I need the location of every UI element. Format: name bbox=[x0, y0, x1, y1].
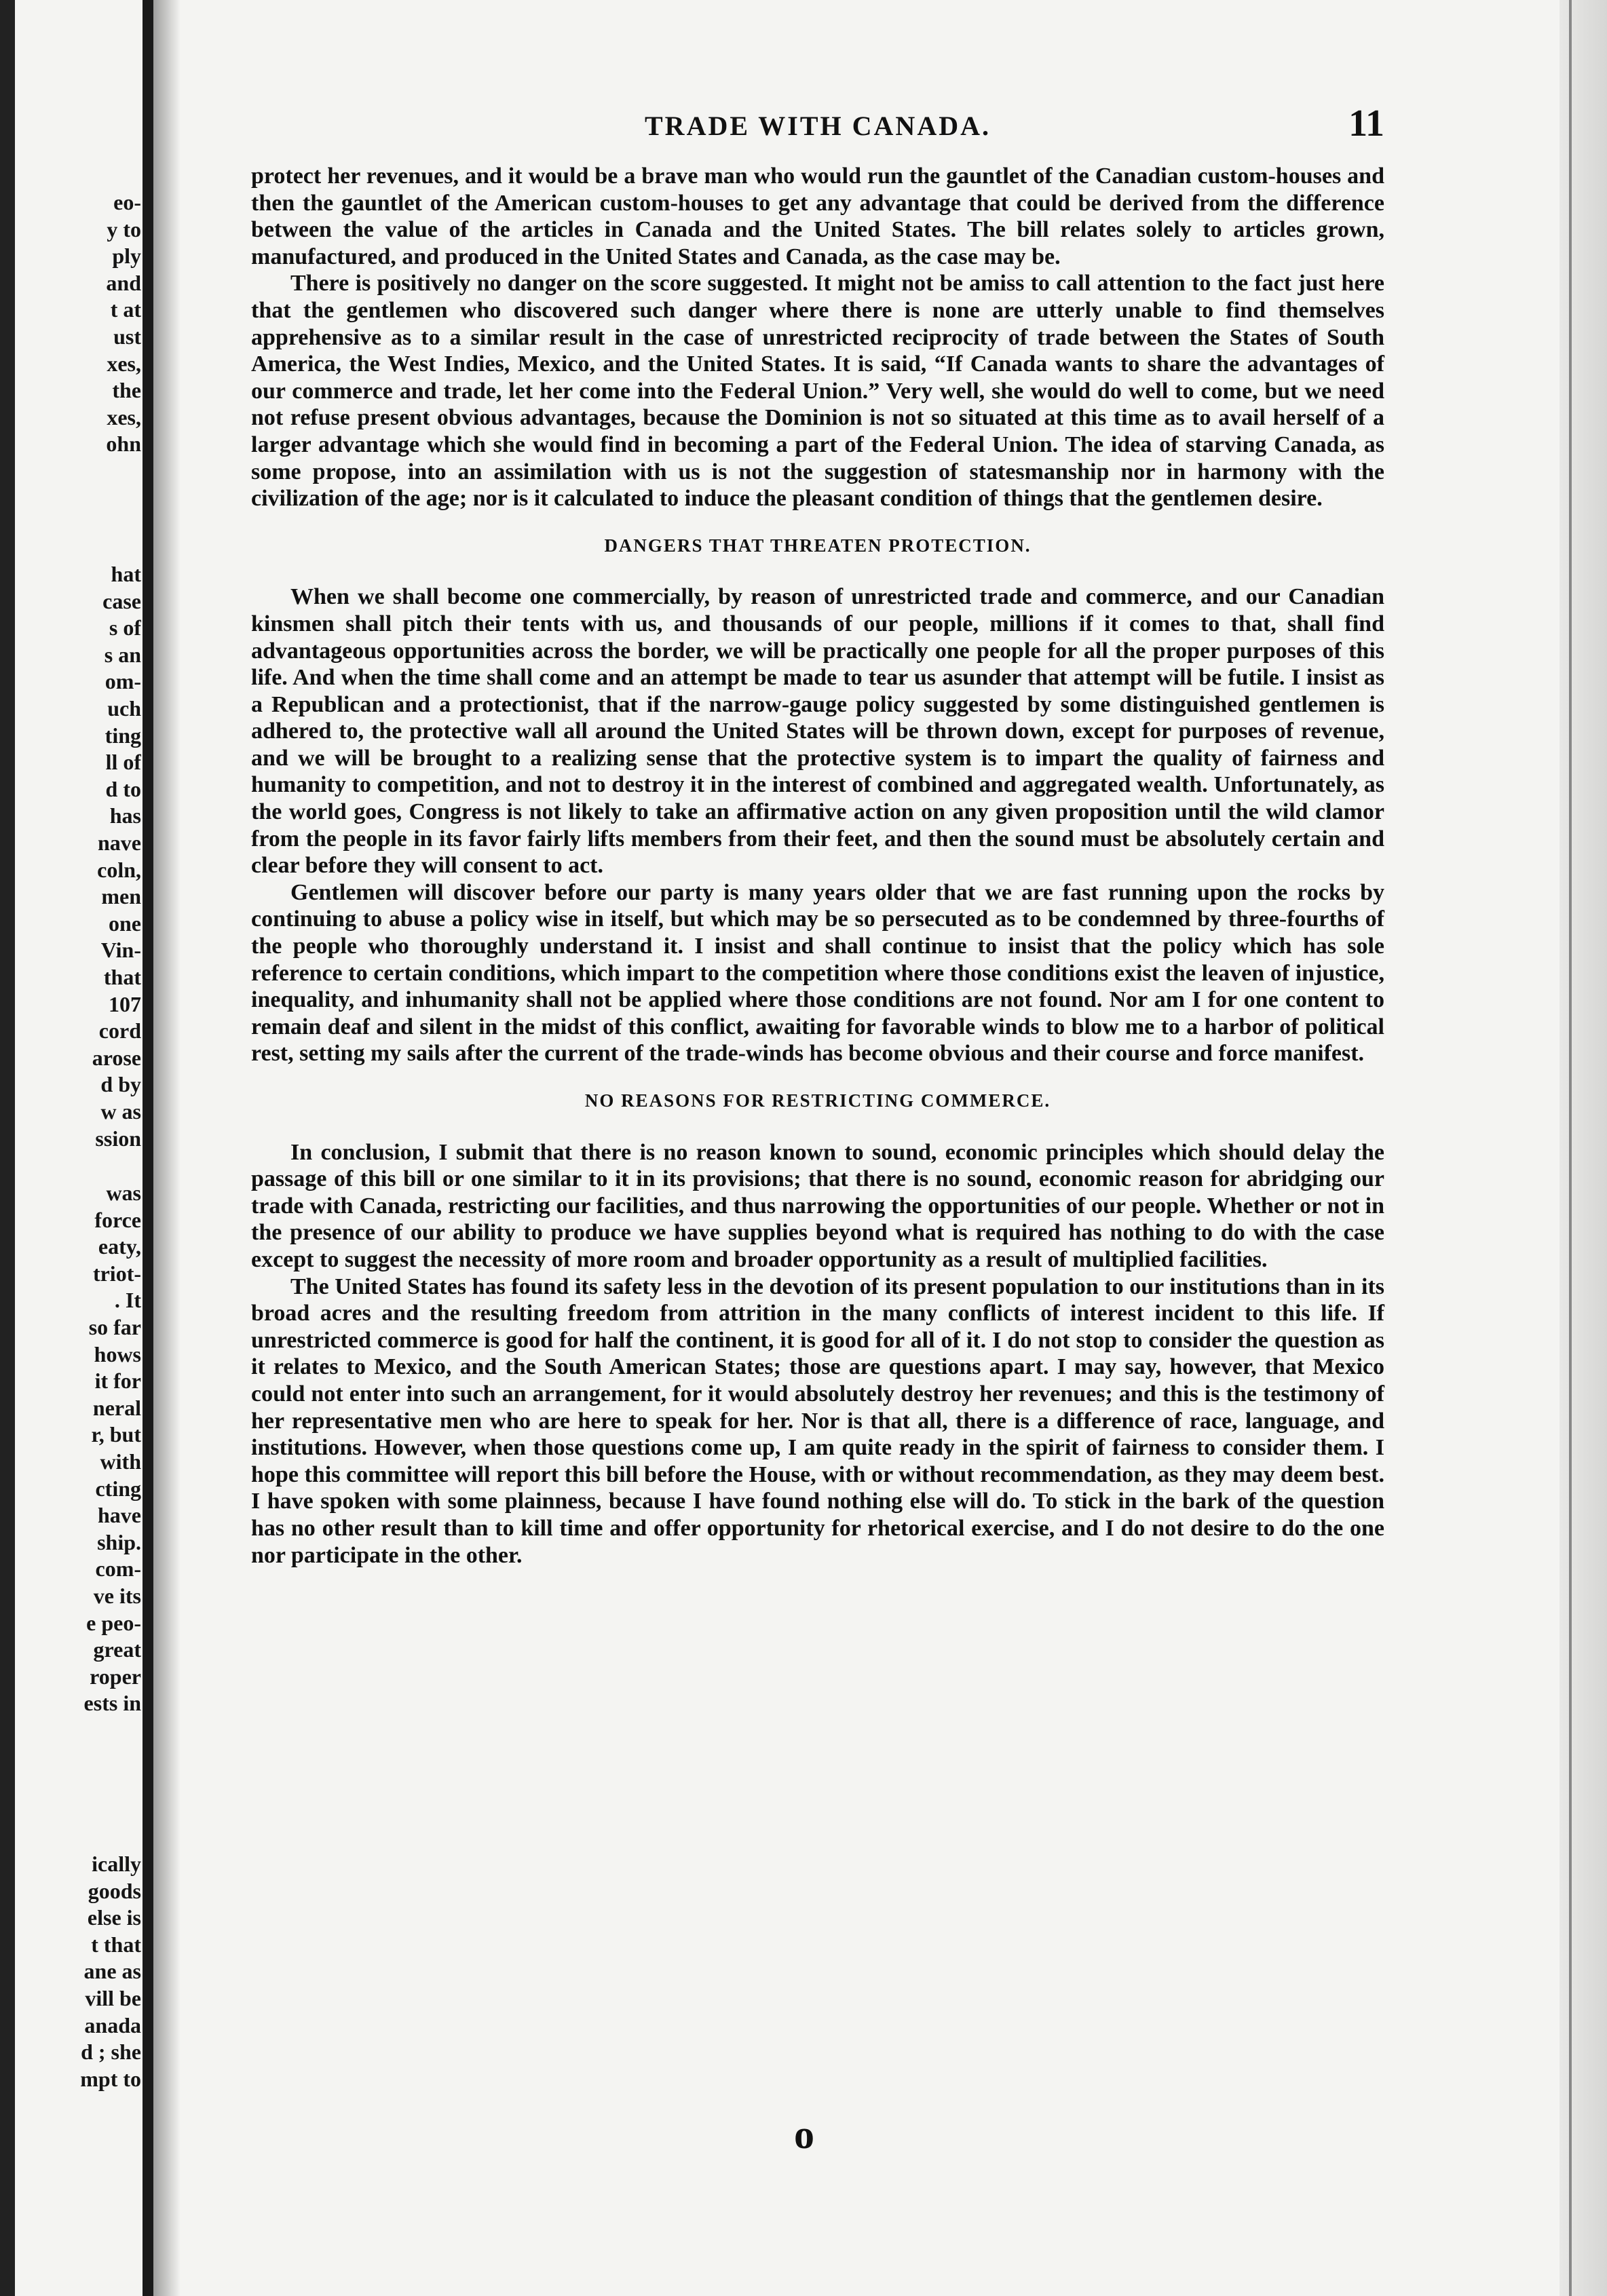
running-head bbox=[251, 102, 1384, 156]
fragment-line: ve its bbox=[93, 1584, 141, 1608]
fragment-line: ll of bbox=[105, 750, 141, 775]
fragment-line: ting bbox=[105, 723, 141, 748]
fragment-line: it for bbox=[94, 1369, 141, 1394]
fragment-line: t at bbox=[110, 297, 141, 322]
fragment-line: t that bbox=[91, 1932, 141, 1957]
fragment-line: d to bbox=[105, 776, 141, 801]
fragment-line: ust bbox=[113, 324, 141, 349]
fragment-line: one bbox=[109, 911, 141, 936]
fragment-line: hat bbox=[111, 562, 141, 586]
fragment-line: r, but bbox=[91, 1422, 141, 1447]
fragment-line: case bbox=[102, 588, 141, 613]
fragment-line: ically bbox=[92, 1852, 141, 1876]
paragraph: Gentlemen will discover before our party is many years older that we are fast running upon the rocks by continuing to abuse a policy wise in itself, but which may be so persecuted as to be condemned by three-fourths of the people who thoroughly understand it. I insist and shall continue to insist that the policy which has sole reference to certain conditions, which impart to the competition where those conditions exist the leaven of injustice, inequality, and inhumanity shall not be applied where those conditions are not found. Nor am I for one content to remain deaf and silent in the midst of this conflict, awaiting for favorable winds to blow me to a harbor of political rest, setting my sails after the current of the trade-winds has become obvious and their course and force manifest. bbox=[251, 879, 1384, 1067]
end-ornament: o bbox=[794, 2112, 814, 2157]
scan-right-line bbox=[1569, 0, 1572, 2296]
fragment-line: eaty, bbox=[98, 1234, 141, 1259]
fragment-line: ohn bbox=[106, 432, 141, 457]
fragment-line: . It bbox=[114, 1288, 141, 1313]
fragment-line: cting bbox=[95, 1476, 141, 1501]
fragment-line: hows bbox=[94, 1341, 141, 1366]
fragment-line: nave bbox=[98, 830, 141, 855]
fragment-line: s an bbox=[104, 642, 141, 667]
fragment-line: d by bbox=[100, 1072, 141, 1097]
body-text bbox=[251, 163, 1384, 1569]
fragment-line: s of bbox=[109, 615, 141, 640]
fragment-line: ply bbox=[112, 244, 141, 269]
section-heading: DANGERS THAT THREATEN PROTECTION. bbox=[604, 535, 1032, 556]
fragment-line: e peo- bbox=[86, 1610, 141, 1635]
fragment-line: coln, bbox=[97, 857, 141, 882]
fragment-line: xes, bbox=[107, 351, 141, 376]
fragment-line: else is bbox=[87, 1905, 141, 1930]
running-title: TRADE WITH CANADA. bbox=[645, 111, 991, 141]
fragment-line: y to bbox=[107, 216, 141, 242]
fragment-line: force bbox=[94, 1207, 141, 1232]
fragment-line: men bbox=[101, 884, 141, 909]
fragment-line: great bbox=[93, 1637, 141, 1662]
fragment-line: with bbox=[100, 1449, 141, 1474]
fragment-line: so far bbox=[88, 1315, 141, 1339]
fragment-line: was bbox=[106, 1181, 141, 1205]
fragment-line: vill be bbox=[85, 1986, 141, 2010]
fragment-line: com- bbox=[95, 1556, 141, 1582]
paragraph: When we shall become one commercially, by reason of unrestricted trade and commerce, and our Canadian kinsmen shall pitch their tents with us, and thousands of our people, millions if it comes to that, shall find advantageous opportunities across the border, we will be practically one people for all the proper purposes of this life. And when the time shall come and an attempt be made to tear us asunder that attempt will be futile. I insist as a Republican and a protectionist, that if the narrow-gauge policy suggested by some distinguished gentlemen is adhered to, the protective wall all around the United States will be thrown down, except for purposes of revenue, and we will be brought to a realizing sense that the protective system is to impart the quality of fairness and humanity to competition, and not to destroy it in the interest of combined and aggregated wealth. Unfortunately, as the world goes, Congress is not likely to take an affirmative action on any given proposition until the wild clamor from the people in its favor fairly lifts members from their feet, and then the sound must be absolutely certain and clear before they will consent to act. bbox=[251, 584, 1384, 879]
fragment-line: cord bbox=[98, 1018, 141, 1044]
scan-right-edge bbox=[1559, 0, 1607, 2296]
gutter-shadow bbox=[153, 0, 181, 2296]
fragment-line: 107 bbox=[109, 991, 141, 1016]
fragment-line: the bbox=[112, 378, 141, 403]
paragraph: In conclusion, I submit that there is no reason known to sound, economic principles which should delay the passage of this bill or one similar to it in its provisions; that there is no sound, economic reason for abridging our trade with Canada, restricting our facilities, and thus narrowing the opportunities of our people. Whether or not in the presence of our ability to produce we have supplies beyond what is required has nothing to do with the case except to suggest the necessity of more room and broader opportunity as a result of multiplied facilities. bbox=[251, 1139, 1384, 1272]
fragment-line: om- bbox=[105, 669, 141, 694]
fragment-line: triot- bbox=[92, 1261, 141, 1286]
paragraph: There is positively no danger on the score suggested. It might not be amiss to call attention to the fact just here that the gentlemen who discovered such danger where there is none are utterly unable to find themselves apprehensive as to a similar result in the case of unrestricted reciprocity of trade between the States of South America, the West Indies, Mexico, and the United States. It is said, “If Canada wants to share the advantages of our commerce and trade, let her come into the Federal Union.” Very well, she would do well to come, but we need not refuse present obvious advantages, because the Dominion is not so situated at this time as to avail herself of a larger advantage which she would find in becoming a part of the Federal Union. The idea of starving Canada, as some propose, into an assimilation with us is not the suggestion of statesmanship nor in harmony with the civilization of the age; nor is it calculated to induce the pleasant condition of things that the gentlemen desire. bbox=[251, 271, 1384, 512]
fragment-line: ssion bbox=[95, 1126, 141, 1151]
fragment-line: d ; she bbox=[81, 2040, 141, 2065]
fragment-line: anada bbox=[84, 2012, 141, 2037]
fragment-line: xes, bbox=[107, 404, 141, 429]
fragment-line: goods bbox=[88, 1878, 141, 1903]
page-number: 11 bbox=[1348, 102, 1384, 145]
fragment-line: roper bbox=[90, 1664, 141, 1689]
fragment-line: ship. bbox=[97, 1529, 141, 1554]
fragment-line: has bbox=[109, 803, 141, 828]
fragment-line: mpt to bbox=[80, 2066, 141, 2091]
fragment-line: that bbox=[103, 965, 141, 989]
scan-gutter bbox=[143, 0, 153, 2296]
fragment-line: have bbox=[98, 1503, 141, 1528]
fragment-line: and bbox=[106, 270, 141, 295]
fragment-line: neral bbox=[92, 1395, 141, 1420]
fragment-line: Vin- bbox=[100, 938, 141, 963]
previous-page-fragment bbox=[16, 0, 141, 2296]
section-heading: NO REASONS FOR RESTRICTING COMMERCE. bbox=[584, 1090, 1051, 1111]
scan-left-edge bbox=[0, 0, 15, 2296]
fragment-line: uch bbox=[107, 696, 141, 721]
paragraph: The United States has found its safety less in the devotion of its present population to our institutions than in its broad acres and the resulting freedom from attrition in the many conflicts of interest incident to this life. If unrestricted commerce is good for half the continent, it is good for all of it. I do not stop to consider the question as it relates to Mexico, and the South American States; those are questions apart. I may say, however, that Mexico could not enter into such an arrangement, for it would absolutely destroy her revenues; and this is the testimony of her representative men who are here to speak for her. Nor is that all, there is a difference of race, language, and institutions. However, when those questions come up, I am quite ready in the spirit of fairness to consider them. I hope this committee will report this bill before the House, with or without recommendation, as they may deem best. I have spoken with some plainness, because I have found nothing else will do. To stick in the bark of the question has no other result than to kill time and offer opportunity for rhetorical exercise, and I do not desire to do the one nor participate in the other. bbox=[251, 1274, 1384, 1568]
paragraph: protect her revenues, and it would be a brave man who would run the gauntlet of the Canadian custom-houses and then the gauntlet of the American custom-houses to get any advantage that could be derived from the difference between the value of the articles in Canada and the United States. The bill relates solely to articles grown, manufactured, and produced in the United States and Canada, as the case may be. bbox=[251, 164, 1384, 269]
fragment-line: arose bbox=[92, 1045, 141, 1070]
page bbox=[251, 102, 1384, 1569]
fragment-line: w as bbox=[100, 1099, 141, 1124]
fragment-line: ane as bbox=[83, 1959, 141, 1984]
fragment-line: ests in bbox=[83, 1691, 141, 1716]
fragment-line: eo- bbox=[113, 190, 141, 214]
